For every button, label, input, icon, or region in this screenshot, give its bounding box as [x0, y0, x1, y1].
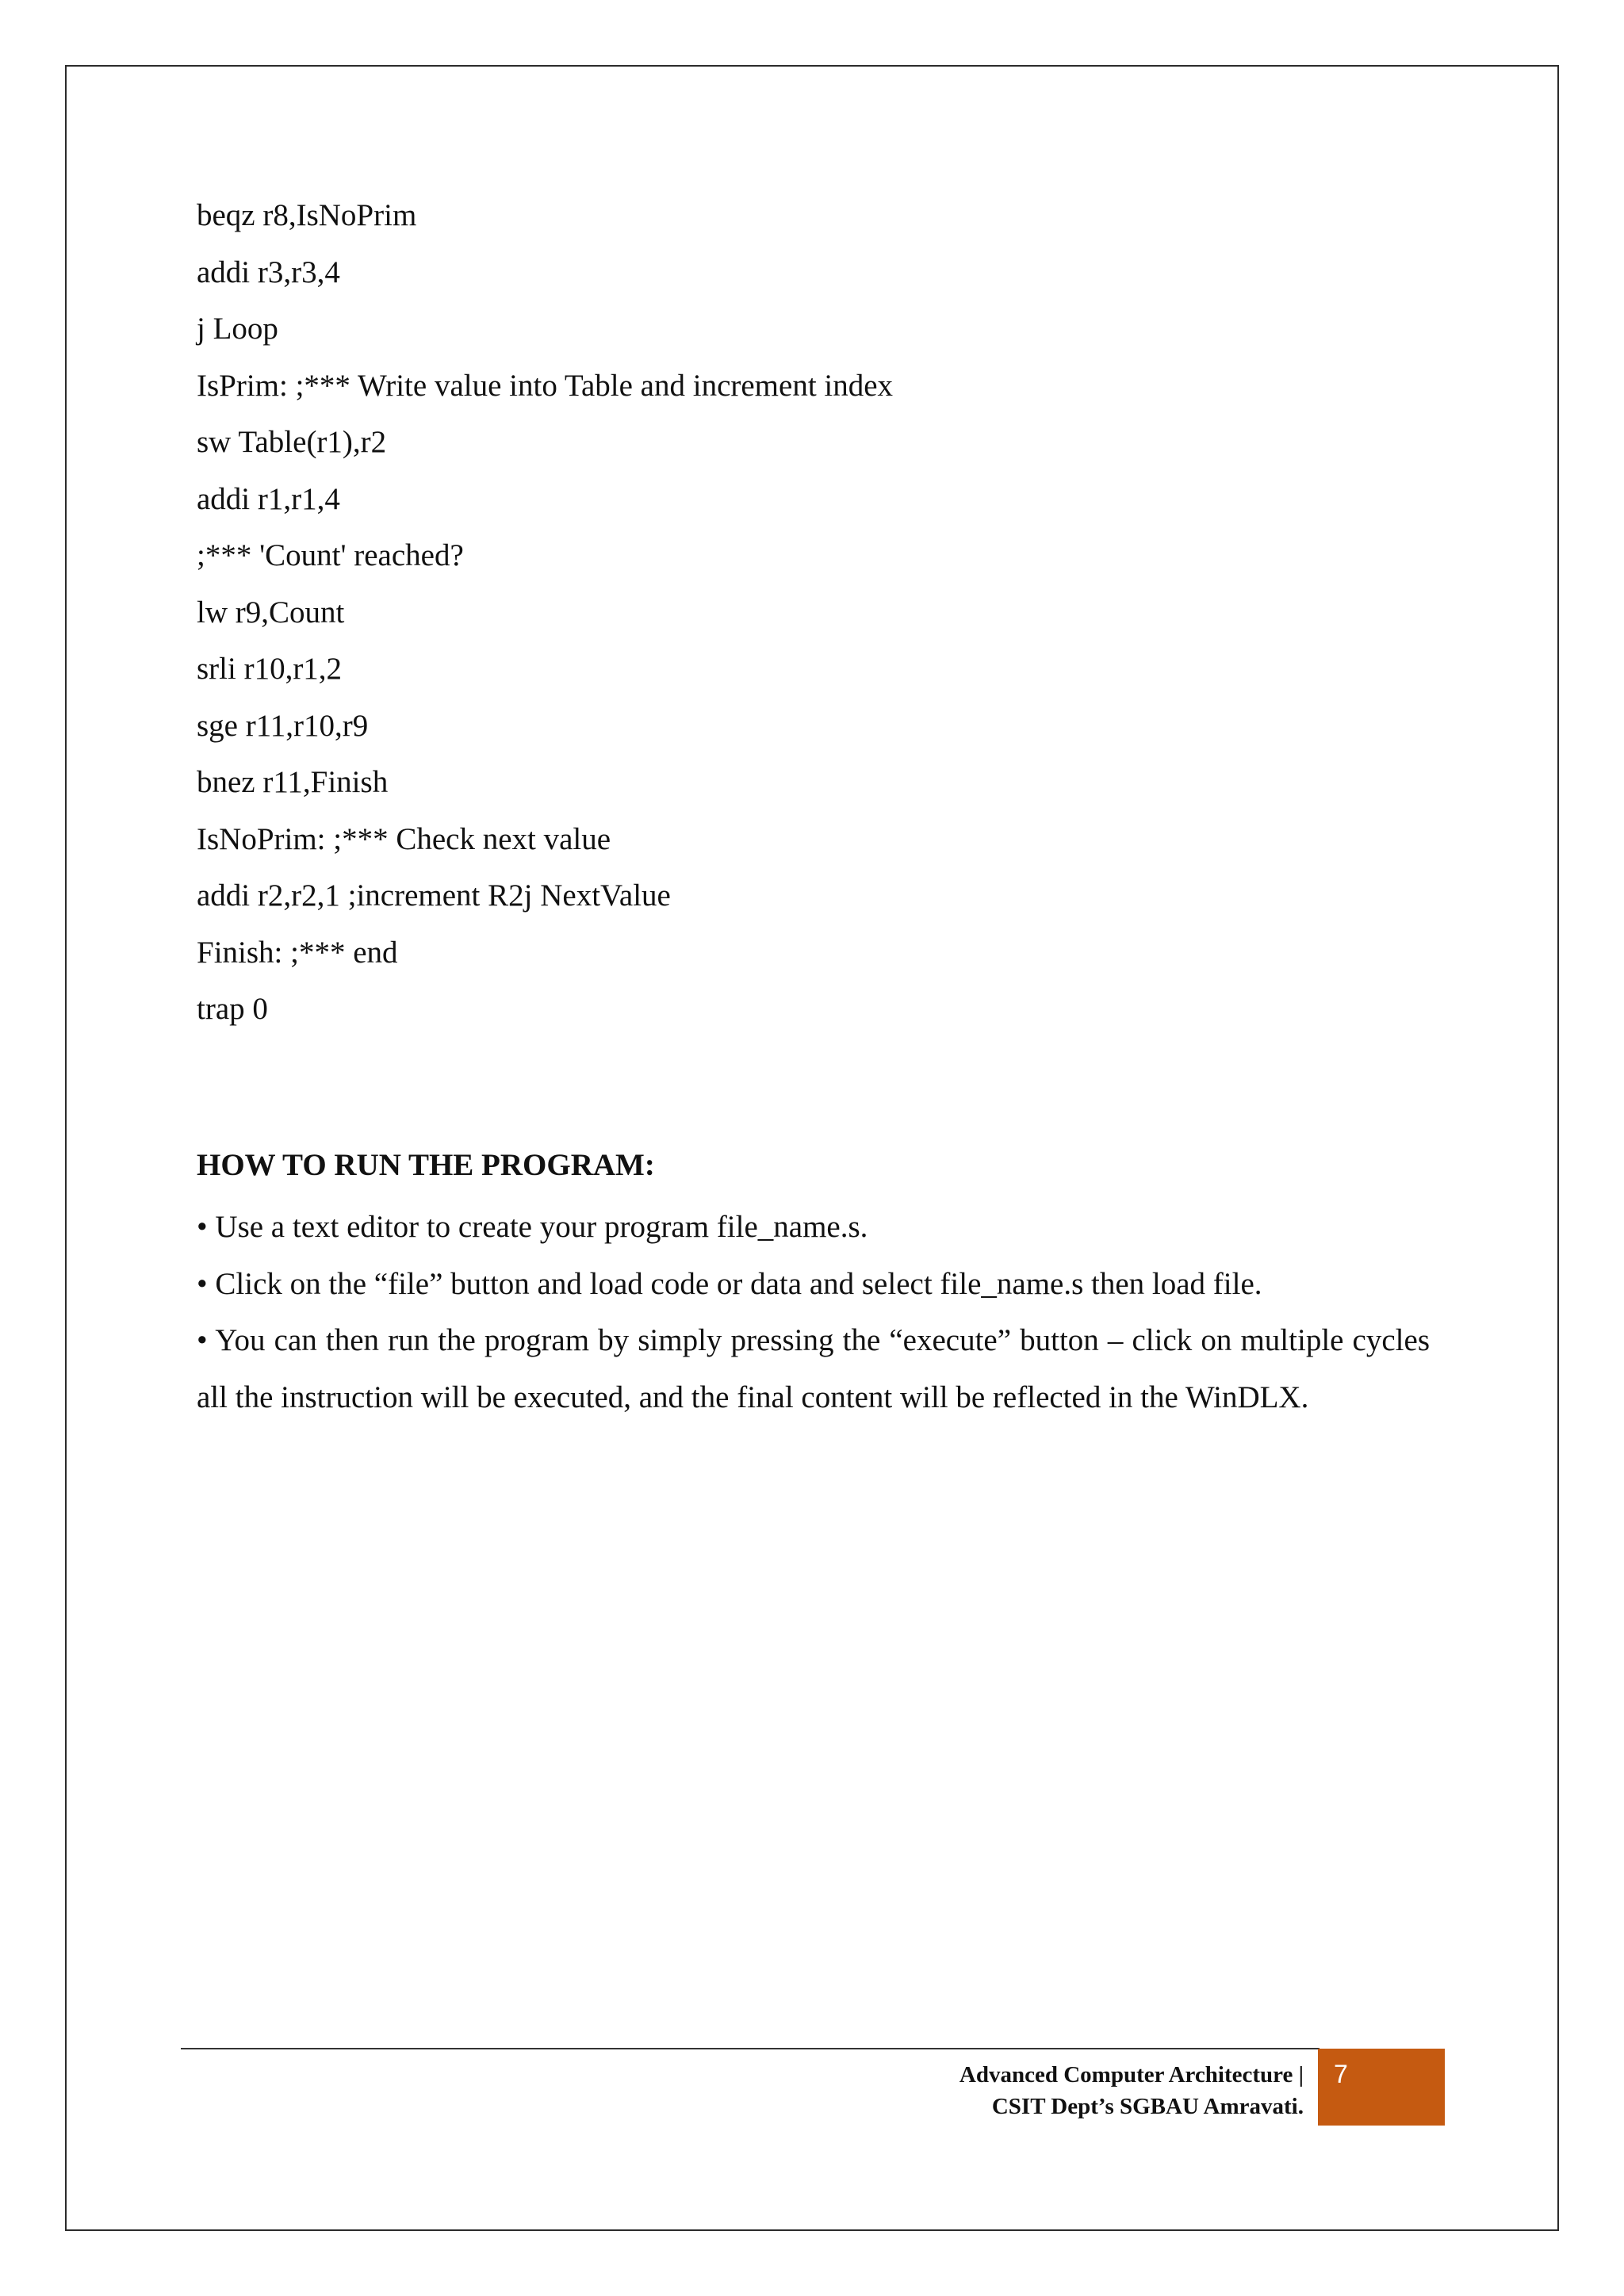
code-line: sw Table(r1),r2 [197, 425, 387, 459]
code-line: Finish: ;*** end [197, 935, 398, 970]
footer-course-title: Advanced Computer Architecture | [959, 2062, 1304, 2087]
footer-department: CSIT Dept’s SGBAU Amravati. [991, 2094, 1304, 2119]
code-line: addi r1,r1,4 [197, 481, 340, 516]
code-line: IsPrim: ;*** Write value into Table and increment index [197, 368, 894, 403]
code-listing [197, 193, 1434, 1044]
section-heading: HOW TO RUN THE PROGRAM: [197, 1148, 655, 1182]
code-line: sge r11,r10,r9 [197, 708, 369, 743]
instruction-paragraph: • You can then run the program by simply pressing the “execute” button – click on multiple cycles all the instruction will be executed, and the final content will be reflected in the WinDLX. [197, 1323, 1430, 1414]
code-line: addi r3,r3,4 [197, 254, 340, 289]
code-line: trap 0 [197, 992, 268, 1026]
instruction-paragraph: • Use a text editor to create your program file_name.s. [197, 1210, 868, 1244]
code-line: j Loop [197, 312, 278, 346]
code-line: IsNoPrim: ;*** Check next value [197, 821, 611, 856]
code-line: addi r2,r2,1 ;increment R2j NextValue [197, 878, 671, 913]
page-number-box [1318, 2049, 1445, 2126]
code-line: srli r10,r1,2 [197, 652, 343, 686]
code-line: bnez r11,Finish [197, 765, 389, 799]
code-line: beqz r8,IsNoPrim [197, 198, 417, 232]
footer-rule [181, 2048, 1320, 2049]
code-line: lw r9,Count [197, 595, 345, 629]
footer-text [959, 2059, 1304, 2122]
code-line: ;*** 'Count' reached? [197, 538, 464, 572]
page-number: 7 [1334, 2060, 1348, 2088]
instruction-paragraph: • Click on the “file” button and load code or data and select file_name.s then load file. [197, 1266, 1262, 1301]
instructions [197, 1199, 1430, 1425]
